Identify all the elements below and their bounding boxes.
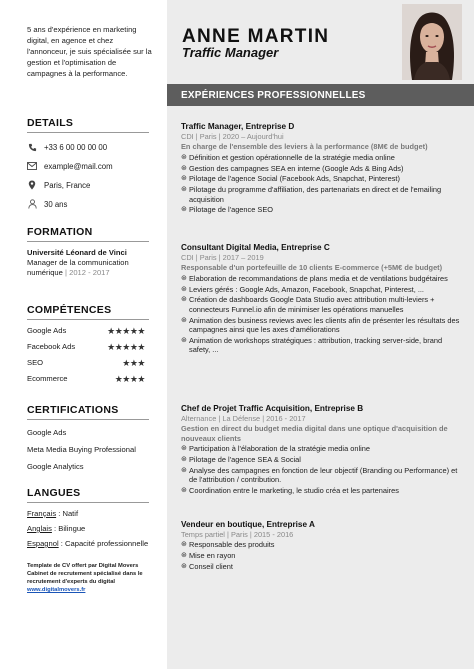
- job-bullet: ⊛ Création de dashboards Google Data Studio avec attribution multi-leviers + connecteurs Funnel.io afin de minimiser les opérations manuelles: [181, 295, 461, 314]
- job-bullet: ⊛ Gestion des campagnes SEA en interne (Google Ads & Bing Ads): [181, 164, 461, 174]
- detail-phone: [27, 142, 149, 152]
- job-bullet: ⊛ Pilotage de l'agence Social (Facebook Ads, Snapchat, Pinterest): [181, 174, 461, 184]
- details-title: DETAILS: [27, 117, 149, 133]
- skill-row: [27, 374, 145, 384]
- detail-email: [27, 161, 149, 171]
- language-level: : Capacité professionnelle: [60, 539, 149, 548]
- formation-section: [27, 226, 155, 278]
- job-title: Traffic Manager, Entreprise D: [181, 122, 295, 131]
- job-bullet: ⊛ Elaboration de recommandations de plans media et de ventilations budgétaires: [181, 274, 461, 284]
- skill-row: [27, 326, 145, 336]
- languages-title: LANGUES: [27, 487, 149, 503]
- job-summary: Responsable d'un portefeuille de 10 clients E-commerce (+5M€ de budget): [181, 263, 443, 272]
- language-name: Anglais: [27, 524, 52, 533]
- job-title: Vendeur en boutique, Entreprise A: [181, 520, 315, 529]
- job-meta: CDI | Paris | 2020 – Aujourd'hui: [181, 132, 284, 141]
- language-item: [27, 539, 149, 548]
- job-bullet: ⊛ Coordination entre le marketing, le studio créa et les partenaires: [181, 486, 461, 496]
- certification-item: Google Ads: [27, 428, 67, 437]
- job-bullet: ⊛ Conseil client: [181, 562, 461, 572]
- formation-entry: [27, 248, 155, 278]
- language-item: [27, 509, 149, 518]
- credit-text: Template de CV offert par Digital Movers Cabinet de recrutement spécialisé dans le recrutement d'experts du digital: [27, 563, 143, 585]
- skill-name: SEO: [27, 358, 44, 367]
- job-entry: [181, 122, 461, 215]
- skill-name: Google Ads: [27, 326, 67, 335]
- phone-text: +33 6 00 00 00 00: [44, 142, 108, 152]
- job-bullet: ⊛ Animation de workshops stratégiques : attribution, tracking server-side, brand safety, ...: [181, 336, 461, 355]
- languages-section: [27, 487, 149, 548]
- job-meta: Alternance | La Défense | 2016 - 2017: [181, 414, 306, 423]
- skill-rating-stars: ★★★: [122, 358, 145, 368]
- certification-item: Meta Media Buying Professional: [27, 445, 136, 454]
- template-credit: [27, 562, 157, 594]
- detail-location: [27, 180, 149, 190]
- profile-photo: [402, 4, 462, 80]
- skill-name: Ecommerce: [27, 374, 68, 383]
- intro-text: 5 ans d'expérience en marketing digital, en agence et chez l'annonceur, je suis spécialisée sur la gestion et l'optimisation de campagnes à la performance.: [27, 25, 152, 78]
- job-entry: [181, 243, 461, 355]
- certifications-title: CERTIFICATIONS: [27, 404, 149, 420]
- skill-row: [27, 358, 145, 368]
- skill-rating-stars: ★★★★★: [107, 326, 145, 336]
- skill-rating-stars: ★★★★: [114, 374, 145, 384]
- language-level: : Natif: [58, 509, 79, 518]
- mail-icon: [27, 161, 37, 171]
- credit-link[interactable]: www.digitalmovers.fr: [27, 587, 86, 593]
- job-title: Chef de Projet Traffic Acquisition, Entreprise B: [181, 404, 364, 413]
- job-entry: [181, 404, 461, 496]
- job-meta: Temps partiel | Paris | 2015 - 2016: [181, 530, 294, 539]
- job-bullet: ⊛ Définition et gestion opérationnelle de la stratégie media online: [181, 153, 461, 163]
- candidate-name: ANNE MARTIN: [182, 26, 330, 47]
- skill-row: [27, 342, 145, 352]
- job-bullet: ⊛ Pilotage du programme d'affiliation, des partenariats en direct et de l'emailing acquisition: [181, 185, 461, 204]
- job-summary: En charge de l'ensemble des leviers à la performance (8M€ de budget): [181, 142, 428, 151]
- job-meta: CDI | Paris | 2017 – 2019: [181, 253, 264, 262]
- language-name: Espagnol: [27, 539, 59, 548]
- location-pin-icon: [27, 180, 37, 190]
- job-summary: Gestion en direct du budget media digital dans une optique d'acquisition de nouveaux clients: [181, 424, 448, 443]
- age-text: 30 ans: [44, 199, 68, 209]
- language-item: [27, 524, 149, 533]
- language-level: : Bilingue: [54, 524, 86, 533]
- location-text: Paris, France: [44, 180, 91, 190]
- job-bullet: ⊛ Analyse des campagnes en fonction de leur objectif (Branding ou Performance) et de l'attribution / contribution.: [181, 466, 461, 485]
- job-bullet: ⊛ Leviers gérés : Google Ads, Amazon, Facebook, Snapchat, Pinterest, ...: [181, 285, 461, 295]
- formation-years: | 2012 - 2017: [65, 268, 110, 277]
- language-name: Français: [27, 509, 57, 518]
- job-bullet: ⊛ Pilotage de l'agence SEO: [181, 205, 461, 215]
- formation-title: FORMATION: [27, 226, 149, 242]
- certification-item: Google Analytics: [27, 462, 84, 471]
- job-bullet: ⊛ Mise en rayon: [181, 551, 461, 561]
- job-bullet: ⊛ Participation à l'élaboration de la stratégie media online: [181, 444, 461, 454]
- phone-icon: [27, 142, 37, 152]
- detail-age: [27, 199, 149, 209]
- skill-rating-stars: ★★★★★: [107, 342, 145, 352]
- skills-section: [27, 304, 149, 384]
- certifications-section: [27, 404, 149, 471]
- details-section: [27, 117, 149, 209]
- experience-title: EXPÉRIENCES PROFESSIONNELLES: [167, 84, 474, 106]
- formation-school: Université Léonard de Vinci: [27, 248, 127, 257]
- job-bullet: ⊛ Responsable des produits: [181, 540, 461, 550]
- candidate-role: Traffic Manager: [182, 45, 279, 60]
- job-title: Consultant Digital Media, Entreprise C: [181, 243, 330, 252]
- formation-degree: Manager de la communication numérique: [27, 258, 129, 277]
- job-bullet: ⊛ Pilotage de l'agence SEA & Social: [181, 455, 461, 465]
- skill-name: Facebook Ads: [27, 342, 76, 351]
- skills-title: COMPÉTENCES: [27, 304, 149, 320]
- person-icon: [27, 199, 37, 209]
- job-entry: [181, 520, 461, 571]
- email-text[interactable]: example@mail.com: [44, 161, 113, 171]
- job-bullet: ⊛ Animation des business reviews avec les clients afin de présenter les résultats des campagnes ainsi que les axes d'améliorations: [181, 316, 461, 335]
